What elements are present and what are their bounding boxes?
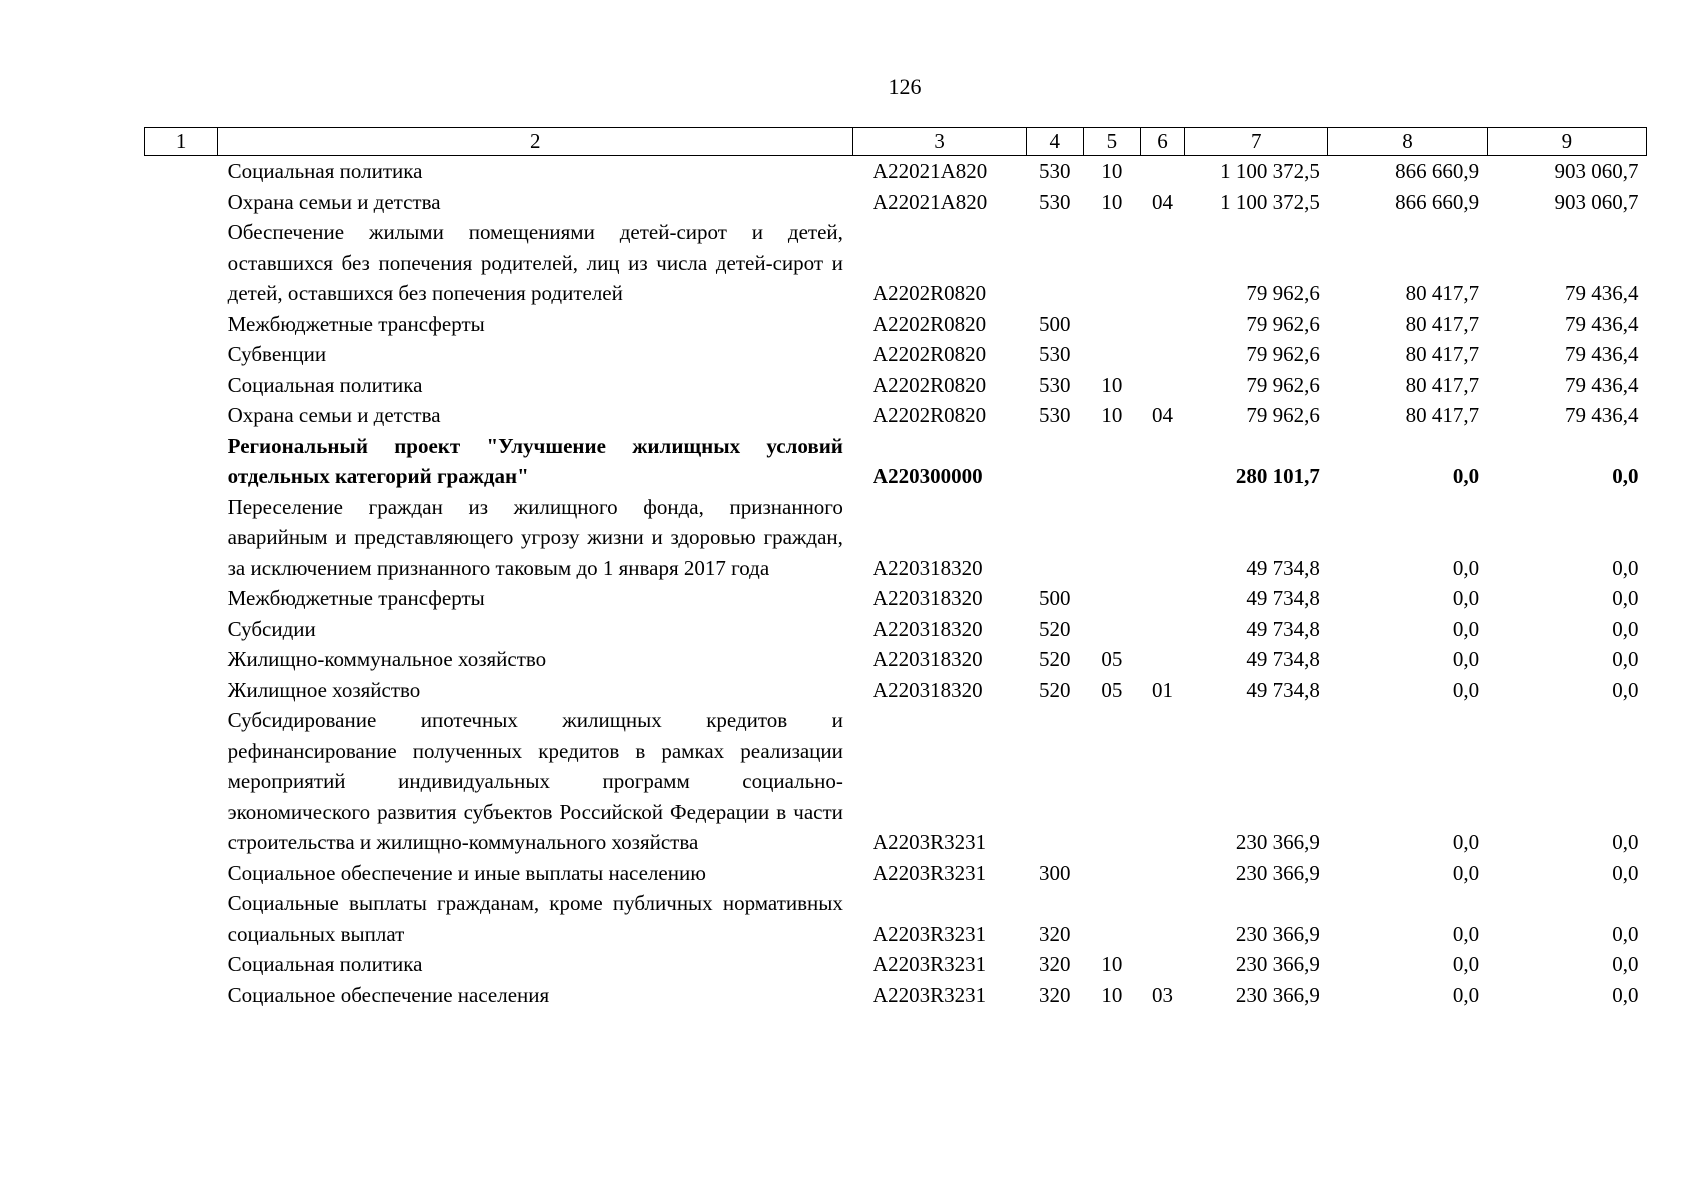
amount-cell: 79 962,6 — [1246, 372, 1320, 397]
table-row — [145, 400, 1647, 431]
section-cell — [1083, 431, 1140, 492]
type-cell: 320 — [1039, 982, 1071, 1007]
section-cell — [1083, 858, 1140, 889]
amount-cell: 79 436,4 — [1565, 372, 1639, 397]
row-number-cell — [145, 858, 218, 889]
row-number-cell — [145, 156, 218, 187]
item-name-cell: Охрана семьи и детства — [227, 189, 441, 214]
code-cell: А2202R0820 — [872, 311, 987, 336]
code-cell: А2202R0820 — [872, 342, 987, 366]
amount-cell: 80 417,7 — [1405, 403, 1480, 427]
amount-cell: 79 436,4 — [1565, 403, 1639, 427]
amount-cell: 49 734,8 — [1246, 616, 1320, 641]
code-cell: А220318320 — [872, 555, 983, 580]
table-row — [145, 370, 1647, 401]
item-name-cell: Жилищно-коммунальное хозяйство — [227, 647, 547, 671]
section-cell: 05 — [1101, 647, 1123, 671]
amount-cell: 903 060,7 — [1554, 159, 1639, 183]
type-cell — [1026, 431, 1083, 492]
amount-cell: 0,0 — [1452, 647, 1480, 671]
code-cell: А2203R3231 — [872, 860, 987, 885]
amount-cell: 0,0 — [1452, 982, 1480, 1007]
row-number-cell — [145, 187, 218, 218]
amount-cell: 903 060,7 — [1554, 189, 1639, 214]
type-cell: 530 — [1039, 189, 1071, 214]
subsection-cell — [1140, 156, 1184, 187]
subsection-cell — [1140, 217, 1184, 309]
code-cell: А2202R0820 — [872, 403, 987, 427]
section-cell — [1083, 614, 1140, 645]
amount-cell: 79 962,6 — [1246, 342, 1320, 366]
amount-cell: 0,0 — [1612, 677, 1639, 702]
subsection-cell — [1140, 705, 1184, 858]
section-cell — [1083, 583, 1140, 614]
amount-cell: 49 734,8 — [1246, 586, 1320, 610]
code-cell: А2202R0820 — [872, 372, 987, 397]
column-header: 9 — [1487, 128, 1646, 156]
item-name-cell: Межбюджетные трансферты — [227, 586, 485, 610]
code-cell: А2203R3231 — [872, 982, 987, 1007]
table-row — [145, 187, 1647, 218]
item-name-cell: Социальная политика — [227, 372, 423, 397]
budget-table — [144, 127, 1647, 1010]
item-name-cell: Жилищное хозяйство — [227, 677, 421, 702]
row-number-cell — [145, 309, 218, 340]
subsection-cell — [1140, 644, 1184, 675]
item-name-cell: Субвенции — [227, 342, 327, 366]
subsection-cell — [1140, 339, 1184, 370]
item-name-cell: Охрана семьи и детства — [227, 403, 441, 427]
item-name-cell: Социальная политика — [227, 159, 423, 183]
item-name-cell: Межбюджетные трансферты — [227, 311, 485, 336]
column-header: 1 — [145, 128, 218, 156]
amount-cell: 0,0 — [1612, 647, 1639, 671]
amount-cell: 0,0 — [1612, 952, 1639, 976]
amount-cell: 0,0 — [1612, 555, 1639, 580]
amount-cell: 49 734,8 — [1246, 677, 1320, 702]
amount-cell: 0,0 — [1612, 921, 1639, 946]
table-row — [145, 675, 1647, 706]
type-cell — [1026, 705, 1083, 858]
amount-cell: 0,0 — [1452, 860, 1480, 885]
type-cell: 500 — [1039, 586, 1071, 610]
amount-cell: 0,0 — [1452, 586, 1480, 610]
section-cell: 10 — [1101, 952, 1123, 976]
amount-cell: 230 366,9 — [1235, 982, 1320, 1007]
amount-cell: 80 417,7 — [1405, 311, 1480, 336]
subsection-cell: 04 — [1152, 403, 1173, 427]
amount-cell: 1 100 372,5 — [1220, 189, 1320, 214]
table-row — [145, 156, 1647, 187]
amount-cell: 0,0 — [1612, 616, 1639, 641]
code-cell: А220318320 — [872, 647, 983, 671]
amount-cell: 0,0 — [1452, 830, 1480, 854]
table-row — [145, 888, 1647, 949]
subsection-cell: 01 — [1152, 677, 1173, 702]
type-cell — [1026, 217, 1083, 309]
section-cell: 10 — [1101, 372, 1123, 397]
row-number-cell — [145, 614, 218, 645]
column-header: 8 — [1328, 128, 1487, 156]
row-number-cell — [145, 339, 218, 370]
code-cell: А220318320 — [872, 586, 983, 610]
code-cell: А220300000 — [872, 464, 983, 488]
table-row — [145, 431, 1647, 492]
type-cell: 520 — [1039, 677, 1071, 702]
item-name-cell: Социальные выплаты гражданам, кроме публичных нормативных социальных выплат — [227, 891, 843, 946]
subsection-cell — [1140, 949, 1184, 980]
item-name-cell: Переселение граждан из жилищного фонда, признанного аварийным и представляющего угрозу жизни и здоровью граждан, за исключением признанного таковым до 1 января 2017 года — [227, 494, 843, 580]
row-number-cell — [145, 949, 218, 980]
section-cell — [1083, 705, 1140, 858]
table-row — [145, 339, 1647, 370]
item-name-cell: Социальное обеспечение населения — [227, 982, 550, 1007]
amount-cell: 0,0 — [1452, 952, 1480, 976]
amount-cell: 0,0 — [1612, 860, 1639, 885]
row-number-cell — [145, 400, 218, 431]
table-row — [145, 492, 1647, 584]
amount-cell: 0,0 — [1612, 464, 1639, 488]
amount-cell: 79 436,4 — [1565, 281, 1639, 305]
amount-cell: 1 100 372,5 — [1220, 159, 1320, 183]
item-name-cell: Обеспечение жилыми помещениями детей-сирот и детей, оставшихся без попечения родителей, лиц из числа детей-сирот и детей, оставшихся без попечения родителей — [227, 220, 843, 305]
row-number-cell — [145, 644, 218, 675]
column-header: 5 — [1083, 128, 1140, 156]
amount-cell: 0,0 — [1452, 921, 1480, 946]
type-cell — [1026, 492, 1083, 584]
section-cell — [1083, 888, 1140, 949]
subsection-cell — [1140, 309, 1184, 340]
table-row — [145, 583, 1647, 614]
row-number-cell — [145, 431, 218, 492]
code-cell: А22021А820 — [872, 159, 988, 183]
table-row — [145, 644, 1647, 675]
amount-cell: 79 962,6 — [1246, 281, 1320, 305]
type-cell: 520 — [1039, 616, 1071, 641]
section-cell — [1083, 339, 1140, 370]
column-header: 7 — [1185, 128, 1328, 156]
type-cell: 530 — [1039, 342, 1071, 366]
subsection-cell: 03 — [1152, 982, 1173, 1007]
amount-cell: 230 366,9 — [1235, 952, 1320, 976]
section-cell: 10 — [1101, 159, 1123, 183]
amount-cell: 79 962,6 — [1246, 311, 1320, 336]
column-header: 6 — [1140, 128, 1184, 156]
row-number-cell — [145, 217, 218, 309]
type-cell: 530 — [1039, 159, 1071, 183]
amount-cell: 0,0 — [1612, 586, 1639, 610]
amount-cell: 80 417,7 — [1405, 281, 1480, 305]
amount-cell: 0,0 — [1612, 982, 1639, 1007]
column-header: 3 — [853, 128, 1026, 156]
amount-cell: 230 366,9 — [1235, 921, 1320, 946]
table-row — [145, 614, 1647, 645]
section-cell: 05 — [1101, 677, 1123, 702]
code-cell: А2203R3231 — [872, 952, 987, 976]
column-header: 2 — [218, 128, 853, 156]
subsection-cell — [1140, 858, 1184, 889]
amount-cell: 0,0 — [1612, 830, 1639, 854]
table-header-row — [145, 128, 1647, 156]
amount-cell: 866 660,9 — [1395, 159, 1480, 183]
amount-cell: 230 366,9 — [1235, 860, 1320, 885]
page-number: 126 — [888, 74, 922, 99]
item-name-cell: Субсидирование ипотечных жилищных кредитов и рефинансирование полученных кредитов в рамках реализации мероприятий индивидуальных программ социально-экономического развития субъектов Российской Федерации в части строительства и жилищно-коммунального хозяйства — [227, 708, 843, 854]
amount-cell: 80 417,7 — [1405, 372, 1480, 397]
subsection-cell — [1140, 888, 1184, 949]
code-cell: А2203R3231 — [872, 830, 987, 854]
section-cell — [1083, 217, 1140, 309]
column-header: 4 — [1026, 128, 1083, 156]
code-cell: А220318320 — [872, 677, 983, 702]
code-cell: А2202R0820 — [872, 281, 987, 305]
row-number-cell — [145, 888, 218, 949]
type-cell: 530 — [1039, 403, 1071, 427]
amount-cell: 79 436,4 — [1565, 311, 1639, 336]
table-row — [145, 705, 1647, 858]
row-number-cell — [145, 705, 218, 858]
subsection-cell — [1140, 370, 1184, 401]
subsection-cell — [1140, 583, 1184, 614]
section-cell: 10 — [1101, 189, 1123, 214]
amount-cell: 0,0 — [1452, 677, 1480, 702]
amount-cell: 0,0 — [1452, 616, 1480, 641]
amount-cell: 0,0 — [1452, 464, 1480, 488]
amount-cell: 230 366,9 — [1235, 830, 1320, 854]
subsection-cell — [1140, 492, 1184, 584]
subsection-cell — [1140, 614, 1184, 645]
table-row — [145, 949, 1647, 980]
section-cell: 10 — [1101, 403, 1123, 427]
type-cell: 530 — [1039, 372, 1071, 397]
amount-cell: 49 734,8 — [1246, 555, 1320, 580]
section-cell — [1083, 309, 1140, 340]
type-cell: 520 — [1039, 647, 1071, 671]
code-cell: А220318320 — [872, 616, 983, 641]
code-cell: А2203R3231 — [872, 921, 987, 946]
section-cell — [1083, 492, 1140, 584]
subsection-cell: 04 — [1152, 189, 1173, 214]
row-number-cell — [145, 492, 218, 584]
row-number-cell — [145, 675, 218, 706]
amount-cell: 49 734,8 — [1246, 647, 1320, 671]
table-body — [145, 156, 1647, 1011]
item-name-cell: Региональный проект "Улучшение жилищных условий отдельных категорий граждан" — [227, 433, 843, 488]
amount-cell: 866 660,9 — [1395, 189, 1480, 214]
table-row — [145, 980, 1647, 1011]
code-cell: А22021А820 — [872, 189, 988, 214]
section-cell: 10 — [1101, 982, 1123, 1007]
subsection-cell — [1140, 431, 1184, 492]
type-cell: 500 — [1039, 311, 1071, 336]
type-cell: 300 — [1039, 860, 1071, 885]
table-row — [145, 858, 1647, 889]
amount-cell: 80 417,7 — [1405, 342, 1480, 366]
row-number-cell — [145, 370, 218, 401]
table-row — [145, 217, 1647, 309]
row-number-cell — [145, 980, 218, 1011]
row-number-cell — [145, 583, 218, 614]
type-cell: 320 — [1039, 952, 1071, 976]
amount-cell: 0,0 — [1452, 555, 1480, 580]
item-name-cell: Социальное обеспечение и иные выплаты населению — [227, 860, 706, 885]
amount-cell: 79 962,6 — [1246, 403, 1320, 427]
type-cell: 320 — [1039, 921, 1071, 946]
amount-cell: 280 101,7 — [1235, 464, 1320, 488]
table-row — [145, 309, 1647, 340]
item-name-cell: Субсидии — [227, 616, 316, 641]
amount-cell: 79 436,4 — [1565, 342, 1639, 366]
item-name-cell: Социальная политика — [227, 952, 423, 976]
